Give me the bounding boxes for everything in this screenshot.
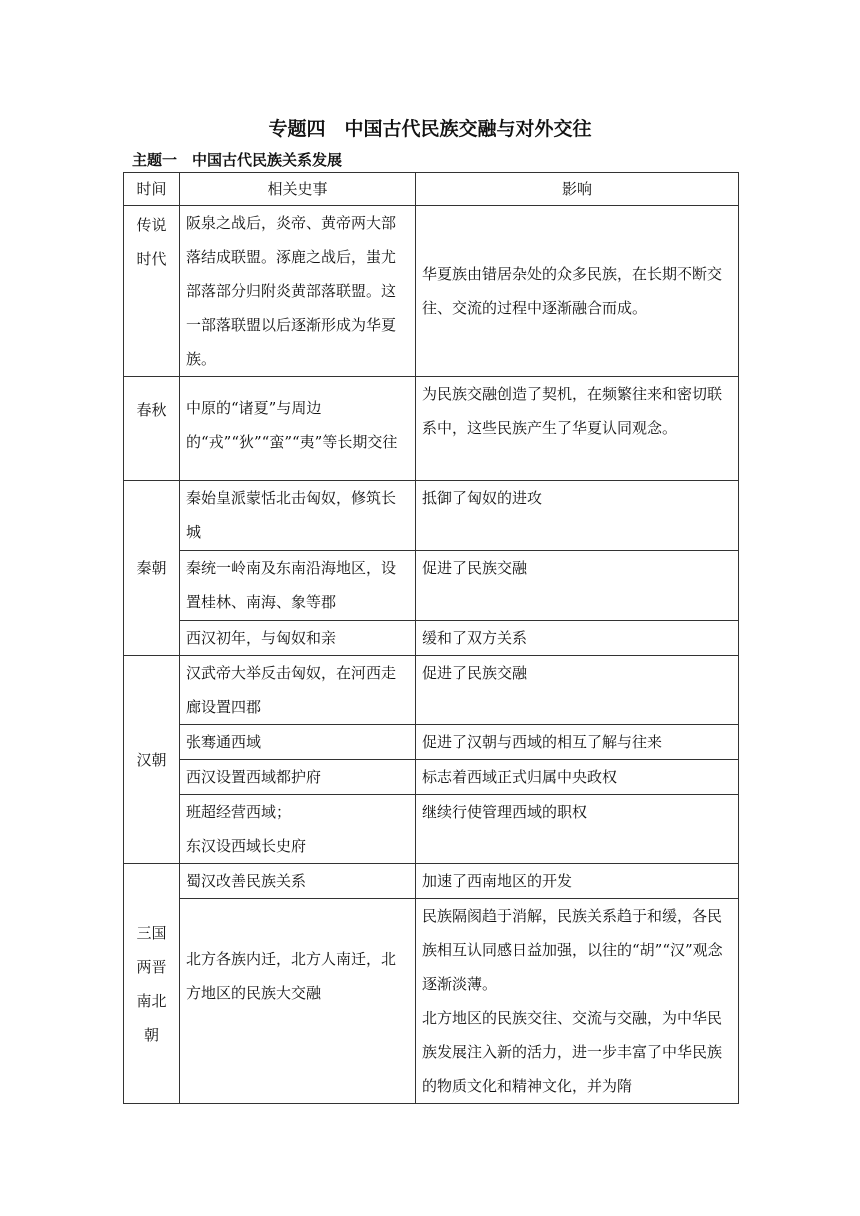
impact-cell: 标志着西域正式归属中央政权 (416, 760, 739, 795)
era-cell: 三国 两晋 南北 朝 (124, 864, 180, 1104)
table-header-row (124, 173, 739, 206)
event-cell: 西汉初年，与匈奴和亲 (180, 621, 416, 656)
event-cell: 中原的“诸夏”与周边的“戎”“狄”“蛮”“夷”等长期交往 (180, 377, 416, 481)
event-cell: 秦统一岭南及东南沿海地区，设置桂林、南海、象等郡 (180, 551, 416, 621)
table-row (124, 725, 739, 760)
era-cell: 传说 时代 (124, 206, 180, 377)
table-row (124, 864, 739, 899)
impact-cell: 促进了汉朝与西域的相互了解与往来 (416, 725, 739, 760)
impact-cell: 促进了民族交融 (416, 551, 739, 621)
header-events: 相关史事 (180, 173, 416, 206)
event-cell: 阪泉之战后，炎帝、黄帝两大部落结成联盟。涿鹿之战后，蚩尤部落部分归附炎黄部落联盟。这一部落联盟以后逐渐形成为华夏族。 (180, 206, 416, 377)
table-row (124, 899, 739, 1104)
event-cell: 张骞通西域 (180, 725, 416, 760)
impact-cell: 为民族交融创造了契机，在频繁往来和密切联系中，这些民族产生了华夏认同观念。 (416, 377, 739, 481)
table-row (124, 656, 739, 725)
section-heading: 主题一 中国古代民族关系发展 (132, 151, 343, 169)
era-cell: 春秋 (124, 377, 180, 481)
table-row (124, 206, 739, 377)
table-row (124, 377, 739, 481)
event-cell: 北方各族内迁，北方人南迁，北方地区的民族大交融 (180, 899, 416, 1104)
era-cell: 秦朝 (124, 481, 180, 656)
header-impact: 影响 (416, 173, 739, 206)
history-table (123, 172, 739, 1104)
page-title: 专题四 中国古代民族交融与对外交往 (268, 118, 592, 140)
event-cell: 西汉设置西域都护府 (180, 760, 416, 795)
event-cell: 班超经营西域； 东汉设西域长史府 (180, 795, 416, 864)
impact-cell: 促进了民族交融 (416, 656, 739, 725)
table-row (124, 795, 739, 864)
impact-cell: 华夏族由错居杂处的众多民族，在长期不断交往、交流的过程中逐渐融合而成。 (416, 206, 739, 377)
table-row (124, 621, 739, 656)
table-row (124, 481, 739, 551)
impact-cell: 加速了西南地区的开发 (416, 864, 739, 899)
impact-cell: 缓和了双方关系 (416, 621, 739, 656)
event-cell: 蜀汉改善民族关系 (180, 864, 416, 899)
impact-cell: 抵御了匈奴的进攻 (416, 481, 739, 551)
impact-cell: 继续行使管理西域的职权 (416, 795, 739, 864)
impact-cell: 民族隔阂趋于消解，民族关系趋于和缓，各民族相互认同感日益加强，以往的“胡”“汉”观念逐渐淡薄。 北方地区的民族交往、交流与交融，为中华民族发展注入新的活力，进一步丰富了中华民族的物质文化和精神文化，并为隋 (416, 899, 739, 1104)
era-cell: 汉朝 (124, 656, 180, 864)
table-row (124, 551, 739, 621)
table-row (124, 760, 739, 795)
event-cell: 秦始皇派蒙恬北击匈奴，修筑长城 (180, 481, 416, 551)
header-time: 时间 (124, 173, 180, 206)
event-cell: 汉武帝大举反击匈奴，在河西走廊设置四郡 (180, 656, 416, 725)
